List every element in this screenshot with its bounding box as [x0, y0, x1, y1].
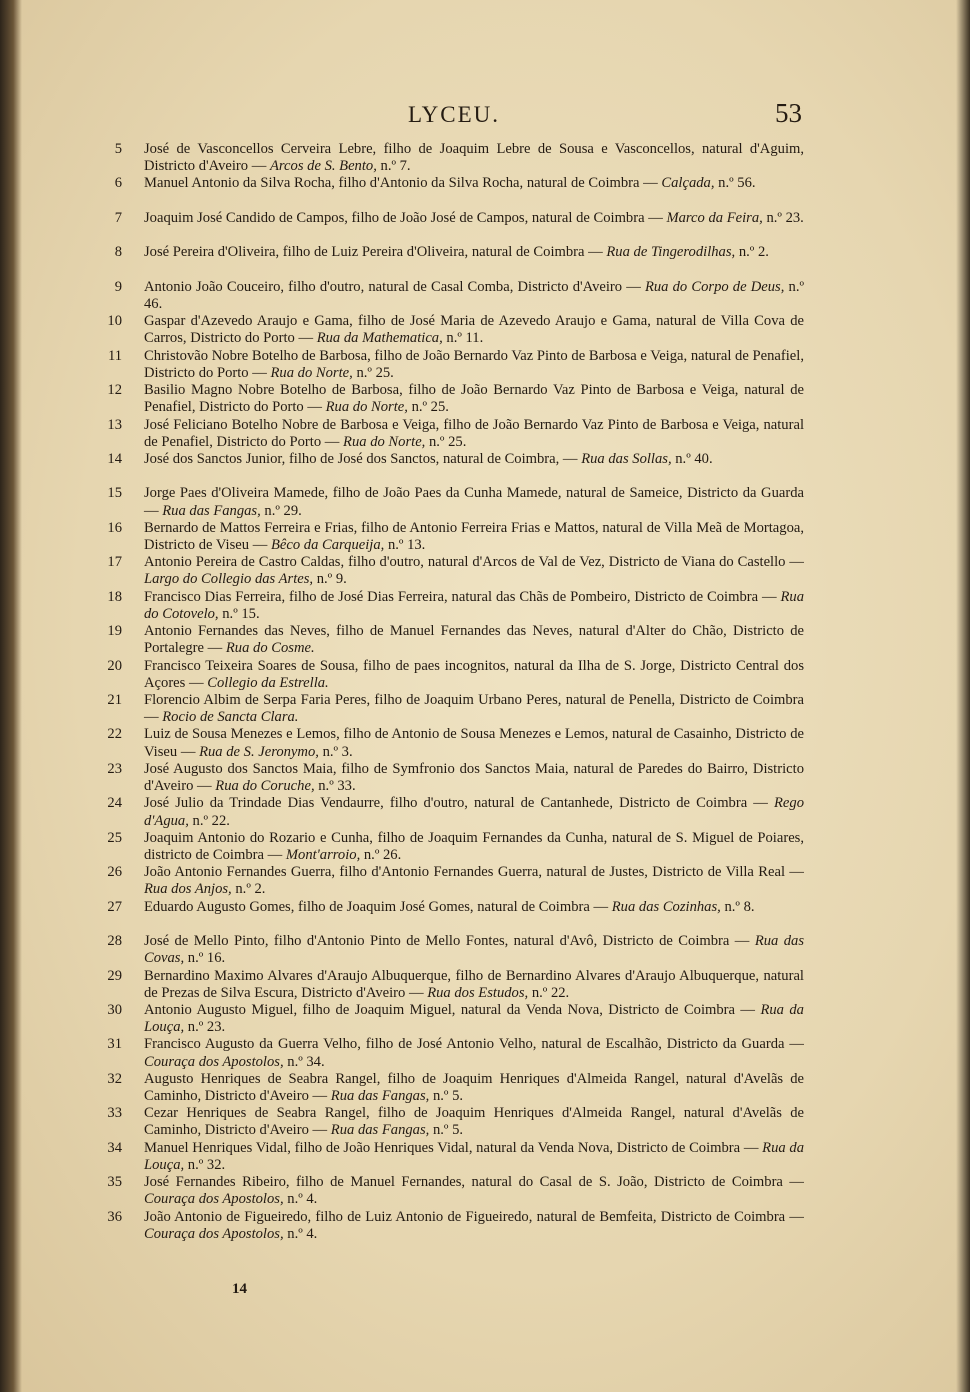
entry-house-number: n.º 22.	[531, 984, 570, 1001]
entry-address: Rua da Louça,	[144, 1139, 804, 1173]
entry-address: Rua dos Anjos,	[144, 881, 232, 898]
entry-number: 7	[114, 209, 122, 226]
entry-description: Cezar Henriques de Seabra Rangel, filho de Joaquim Henriques d'Almeida Rangel, natural d'Avelãs de Caminho, Districto d'Aveiro —	[144, 1105, 804, 1139]
entry-text	[144, 589, 804, 623]
list-item	[104, 761, 804, 795]
entry-address: Rua das Cozinhas,	[611, 898, 721, 915]
entry-description: Luiz de Sousa Menezes e Lemos, filho de Antonio de Sousa Menezes e Lemos, natural de Casainho, Districto de Viseu —	[144, 726, 804, 760]
page-number: 53	[775, 98, 802, 128]
list-item	[104, 1002, 804, 1036]
entry-number: 23	[107, 760, 122, 777]
entry-address: Largo do Collegio das Artes,	[144, 571, 314, 588]
entry-description: José de Vasconcellos Cerveira Lebre, filho de Joaquim Lebre de Sousa e Vasconcellos, natural d'Aguim, Districto d'Aveiro —	[144, 141, 804, 175]
entry-number: 10	[107, 313, 122, 330]
list-item	[104, 1036, 804, 1070]
entry-text	[144, 623, 804, 657]
entry-house-number: n.º 15.	[222, 605, 260, 622]
entry-description: José de Mello Pinto, filho d'Antonio Pinto de Mello Fontes, natural d'Avô, Districto de Coimbra —	[144, 933, 750, 950]
entry-description: Florencio Albim de Serpa Faria Peres, filho de Joaquim Urbano Peres, natural de Penella, Districto de Coimbra —	[144, 692, 804, 726]
entry-description: Joaquim Antonio do Rozario e Cunha, filho de Joaquim Fernandes da Cunha, natural de S. Miguel de Poiares, districto de Coimbra —	[144, 829, 804, 863]
entry-description: José Pereira d'Oliveira, filho de Luiz Pereira d'Oliveira, natural de Coimbra —	[144, 244, 603, 261]
entry-house-number: n.º 25.	[411, 399, 449, 416]
entry-house-number: n.º 26.	[363, 846, 402, 863]
list-item	[104, 451, 804, 485]
entry-address: Rua das Fangas,	[330, 1088, 430, 1105]
entry-text	[144, 1002, 804, 1036]
entry-description: Manuel Antonio da Silva Rocha, filho d'Antonio da Silva Rocha, natural de Coimbra —	[144, 175, 658, 192]
entry-number: 11	[107, 347, 122, 364]
list-item	[104, 1105, 804, 1139]
entry-number: 9	[114, 278, 122, 295]
entry-text	[144, 210, 804, 227]
entry-address: Rua de S. Jeronymo,	[199, 743, 319, 760]
signature-mark: 14	[232, 1281, 247, 1297]
entry-number: 15	[107, 485, 122, 502]
entry-description: Antonio Pereira de Castro Caldas, filho d'outro, natural d'Arcos de Val de Vez, Districto de Viana do Castello —	[144, 554, 804, 571]
entry-description: João Antonio Fernandes Guerra, filho d'Antonio Fernandes Guerra, natural de Justes, Districto de Villa Real —	[144, 864, 804, 881]
entry-number: 17	[107, 554, 122, 571]
entry-house-number: n.º 4.	[287, 1191, 318, 1208]
entry-number: 16	[107, 519, 122, 536]
entry-description: Francisco Augusto da Guerra Velho, filho de José Antonio Velho, natural de Escalhão, Districto da Guarda —	[144, 1036, 804, 1053]
entry-text	[144, 485, 804, 519]
entry-house-number: n.º 23.	[766, 209, 804, 226]
list-item	[104, 968, 804, 1002]
entry-address: Rua da Mathematica,	[316, 330, 443, 347]
entry-text	[144, 1140, 804, 1174]
entry-text	[144, 726, 804, 760]
entry-number: 33	[107, 1105, 122, 1122]
entry-text	[144, 864, 804, 898]
entry-description: José Julio da Trindade Dias Vendaurre, filho d'outro, natural de Cantanhede, Districto de Coimbra —	[144, 795, 768, 812]
list-item	[104, 589, 804, 623]
entry-address: Rua das Fangas,	[330, 1122, 430, 1139]
list-item	[104, 658, 804, 692]
student-list	[104, 141, 804, 1243]
entry-house-number: n.º 8.	[724, 898, 755, 915]
entry-address: Mont'arroio,	[285, 846, 361, 863]
entry-number: 26	[107, 864, 122, 881]
entry-number: 32	[107, 1070, 122, 1087]
entry-number: 36	[107, 1208, 122, 1225]
list-item	[104, 1140, 804, 1174]
list-item	[104, 279, 804, 313]
entry-house-number: n.º 9.	[316, 571, 347, 588]
entry-text	[144, 1209, 804, 1243]
entry-text	[144, 899, 804, 916]
running-title: LYCEU.	[407, 102, 501, 127]
entry-description: Basilio Magno Nobre Botelho de Barbosa, filho de João Bernardo Vaz Pinto de Barbosa e Veiga, natural de Penafiel, Districto do Porto —	[144, 382, 804, 416]
list-item	[104, 1209, 804, 1243]
entry-address: Rua de Tingerodilhas,	[606, 244, 736, 261]
entry-address: Rua do Norte,	[325, 399, 408, 416]
entry-text	[144, 451, 804, 468]
entry-text	[144, 968, 804, 1002]
entry-number: 24	[107, 795, 122, 812]
entry-house-number: n.º 5.	[432, 1122, 464, 1139]
entry-text	[144, 830, 804, 864]
entry-text	[144, 141, 804, 175]
entry-text	[144, 382, 804, 416]
entry-text	[144, 692, 804, 726]
entry-address: Rua do Norte,	[270, 364, 353, 381]
entry-address: Couraça dos Apostolos,	[144, 1191, 284, 1208]
entry-house-number: n.º 25.	[356, 364, 394, 381]
page-header	[106, 96, 802, 132]
entry-number: 34	[107, 1139, 122, 1156]
entry-description: João Antonio de Figueiredo, filho de Luiz Antonio de Figueiredo, natural de Bemfeita, Districto de Coimbra —	[144, 1208, 804, 1225]
entry-text	[144, 279, 804, 313]
list-item	[104, 348, 804, 382]
entry-text	[144, 658, 804, 692]
entry-text	[144, 1105, 804, 1139]
entry-description: Jorge Paes d'Oliveira Mamede, filho de João Paes da Cunha Mamede, natural de Sameice, Districto da Guarda —	[144, 485, 804, 519]
list-item	[104, 795, 804, 829]
entry-address: Rocio de Sancta Clara.	[162, 709, 299, 726]
entry-house-number: n.º 56.	[718, 175, 756, 192]
entry-number: 19	[107, 623, 122, 640]
list-item	[104, 623, 804, 657]
list-item	[104, 1071, 804, 1105]
entry-description: Augusto Henriques de Seabra Rangel, filho de Joaquim Henriques d'Almeida Rangel, natural d'Avelãs de Caminho, Districto d'Aveiro —	[144, 1070, 804, 1105]
entry-address: Rua do Corpo de Deus,	[644, 278, 785, 295]
entry-house-number: n.º 23.	[187, 1019, 226, 1036]
entry-address: Arcos de S. Bento,	[270, 158, 377, 175]
entry-text	[144, 348, 804, 382]
entry-number: 13	[107, 416, 122, 433]
list-item	[104, 485, 804, 519]
entry-description: Bernardo de Mattos Ferreira e Frias, filho de Antonio Ferreira Frias e Mattos, natural de Villa Meã de Mortagoa, Districto de Viseu —	[144, 519, 804, 554]
entry-text	[144, 417, 804, 451]
entry-text	[144, 520, 804, 554]
entry-description: Antonio Fernandes das Neves, filho de Manuel Fernandes das Neves, natural d'Alter do Chão, Districto de Portalegre —	[144, 623, 804, 657]
entry-description: Gaspar d'Azevedo Araujo e Gama, filho de José Maria de Azevedo Araujo e Gama, natural de Villa Cova de Carros, Districto do Porto —	[144, 313, 804, 347]
entry-address: Rua da Louça,	[144, 1001, 804, 1036]
entry-description: Joaquim José Candido de Campos, filho de João José de Campos, natural de Coimbra —	[144, 209, 663, 226]
entry-text	[144, 244, 804, 261]
entry-number: 25	[107, 829, 122, 846]
entry-address: Calçada,	[661, 175, 715, 192]
entry-description: Francisco Dias Ferreira, filho de José Dias Ferreira, natural das Chãs de Pombeiro, Districto de Coimbra —	[144, 588, 777, 605]
entry-text	[144, 554, 804, 588]
entry-description: José Feliciano Botelho Nobre de Barbosa e Veiga, filho de João Bernardo Vaz Pinto de Barbosa e Veiga, natural de Penafiel, Districto do Porto —	[144, 416, 804, 450]
list-item	[104, 244, 804, 278]
entry-address: Rua do Cotovelo,	[144, 588, 804, 622]
entry-text	[144, 761, 804, 795]
entry-description: José dos Sanctos Junior, filho de José dos Sanctos, natural de Coimbra, —	[144, 450, 578, 467]
entry-address: Rua dos Estudos,	[427, 984, 529, 1001]
entry-number: 28	[107, 933, 122, 950]
list-item	[104, 692, 804, 726]
entry-text	[144, 795, 804, 829]
entry-number: 5	[114, 141, 122, 157]
entry-text	[144, 175, 804, 192]
entry-number: 35	[107, 1174, 122, 1191]
list-item	[104, 417, 804, 451]
list-item	[104, 313, 804, 347]
list-item	[104, 210, 804, 244]
entry-number: 20	[107, 657, 122, 674]
entry-house-number: n.º 32.	[187, 1156, 226, 1173]
entry-house-number: n.º 2.	[235, 881, 266, 898]
entry-description: Christovão Nobre Botelho de Barbosa, filho de João Bernardo Vaz Pinto de Barbosa e Veiga, natural de Penafiel, Districto do Porto —	[144, 347, 804, 381]
entry-address: Rua do Norte,	[343, 433, 426, 450]
entry-text	[144, 1174, 804, 1208]
entry-description: Antonio João Couceiro, filho d'outro, natural de Casal Comba, Districto d'Aveiro —	[144, 278, 641, 295]
list-item	[104, 141, 804, 175]
entry-address: Rua das Sollas,	[581, 450, 672, 467]
entry-address: Marco da Feira,	[666, 209, 763, 226]
entry-text	[144, 1036, 804, 1070]
entry-address: Bêco da Carqueija,	[270, 537, 385, 554]
entry-address: Rua do Coruche,	[215, 778, 315, 795]
entry-number: 8	[114, 244, 122, 261]
entry-address: Collegio da Estrella.	[207, 674, 329, 691]
entry-address: Rua do Cosme.	[225, 640, 315, 657]
list-item	[104, 1174, 804, 1208]
list-item	[104, 382, 804, 416]
entry-house-number: n.º 22.	[192, 812, 230, 829]
entry-house-number: n.º 34.	[287, 1053, 325, 1070]
entry-address: Rego d'Agua,	[144, 795, 804, 829]
entry-number: 30	[107, 1001, 122, 1018]
entry-house-number: n.º 2.	[738, 244, 769, 261]
entry-description: José Fernandes Ribeiro, filho de Manuel Fernandes, natural do Casal de S. João, Districto de Coimbra —	[144, 1174, 804, 1191]
entry-number: 22	[107, 726, 122, 743]
entry-text	[144, 313, 804, 347]
entry-description: Bernardino Maximo Alvares d'Araujo Albuquerque, filho de Bernardino Alvares d'Araujo Albuquerque, natural de Prezas de Silva Escura, Districto d'Aveiro —	[144, 967, 804, 1001]
list-item	[104, 175, 804, 209]
entry-number: 27	[107, 898, 122, 915]
entry-number: 31	[107, 1036, 122, 1053]
entry-house-number: n.º 3.	[322, 743, 353, 760]
list-item	[104, 554, 804, 588]
entry-description: Francisco Teixeira Soares de Sousa, filho de paes incognitos, natural da Ilha de S. Jorge, Districto Central dos Açores —	[144, 657, 804, 691]
list-item	[104, 899, 804, 933]
entry-house-number: n.º 13.	[387, 537, 426, 554]
entry-number: 21	[107, 692, 122, 708]
entry-number: 6	[114, 175, 122, 192]
entry-house-number: n.º 29.	[264, 502, 302, 519]
entry-text	[144, 1071, 804, 1105]
list-item	[104, 726, 804, 760]
list-item	[104, 933, 804, 967]
entry-house-number: n.º 4.	[287, 1225, 318, 1242]
entry-house-number: n.º 11.	[446, 330, 484, 347]
entry-number: 14	[107, 450, 122, 467]
entry-description: Manuel Henriques Vidal, filho de João Henriques Vidal, natural da Venda Nova, Districto de Coimbra —	[144, 1139, 759, 1156]
entry-house-number: n.º 16.	[187, 950, 226, 967]
list-item	[104, 520, 804, 554]
list-item	[104, 830, 804, 864]
list-item	[104, 864, 804, 898]
entry-description: Eduardo Augusto Gomes, filho de Joaquim José Gomes, natural de Coimbra —	[144, 898, 609, 915]
entry-description: Antonio Augusto Miguel, filho de Joaquim Miguel, natural da Venda Nova, Districto de Coimbra —	[144, 1001, 756, 1018]
entry-house-number: n.º 46.	[144, 278, 804, 312]
entry-number: 18	[107, 588, 122, 605]
entry-description: José Augusto dos Sanctos Maia, filho de Symfronio dos Sanctos Maia, natural de Paredes do Bairro, Districto d'Aveiro —	[144, 760, 804, 795]
entry-house-number: n.º 40.	[675, 450, 713, 467]
entry-house-number: n.º 5.	[432, 1088, 464, 1105]
entry-number: 29	[107, 967, 122, 984]
entry-house-number: n.º 25.	[428, 433, 467, 450]
entry-address: Rua das Fangas,	[162, 502, 261, 519]
entry-address: Couraça dos Apostolos,	[144, 1053, 284, 1070]
entry-house-number: n.º 33.	[318, 778, 356, 795]
entry-text	[144, 933, 804, 967]
entry-address: Couraça dos Apostolos,	[144, 1225, 284, 1242]
entry-address: Rua das Covas,	[144, 933, 804, 967]
entry-number: 12	[107, 382, 122, 399]
entry-house-number: n.º 7.	[380, 158, 411, 175]
